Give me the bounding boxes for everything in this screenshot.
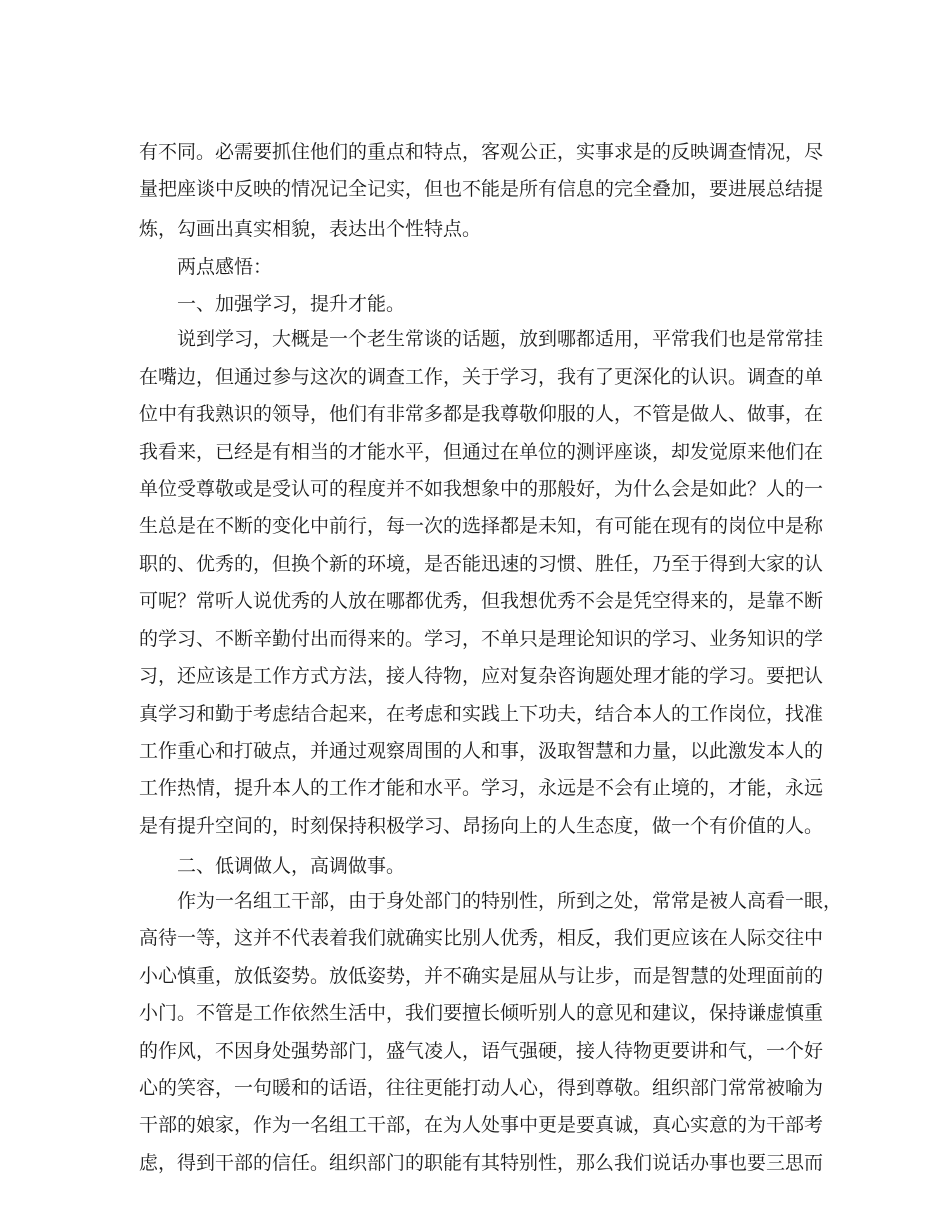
text-line: 真学习和勤于考虑结合起来，在考虑和实践上下功夫，结合本人的工作岗位，找准	[139, 702, 824, 725]
text-line: 说到学习，大概是一个老生常谈的话题，放到哪都适用，平常我们也是常常挂	[177, 328, 824, 351]
text-line: 我看来，已经是有相当的才能水平，但通过在单位的测评座谈，却发觉原来他们在	[139, 440, 824, 463]
text-line: 量把座谈中反映的情况记全记实，但也不能是所有信息的完全叠加，要进展总结提	[139, 178, 824, 201]
text-line: 有不同。必需要抓住他们的重点和特点，客观公正，实事求是的反映调查情况，尽	[139, 141, 824, 163]
text-line: 在嘴边，但通过参与这次的调查工作，关于学习，我有了更深化的认识。调查的单	[139, 365, 824, 388]
text-line: 小门。不管是工作依然生活中，我们要擅长倾听别人的意见和建议，保持谦虚慎重	[139, 1002, 824, 1025]
text-line: 作为一名组工干部，由于身处部门的特别性，所到之处，常常是被人高看一眼，	[177, 889, 843, 912]
text-line: 是有提升空间的，时刻保持积极学习、昂扬向上的人生态度，做一个有价值的人。	[139, 814, 824, 837]
text-line: 二、低调做人，高调做事。	[177, 854, 406, 877]
text-line: 虑，得到干部的信任。组织部门的职能有其特别性，那么我们说话办事也要三思而	[139, 1151, 824, 1174]
text-line: 小心慎重，放低姿势。放低姿势，并不确实是屈从与让步，而是智慧的处理面前的	[139, 964, 824, 987]
text-line: 干部的娘家，作为一名组工干部，在为人处事中更是要真诚，真心实意的为干部考	[139, 1114, 824, 1137]
text-line: 工作重心和打破点，并通过观察周围的人和事，汲取智慧和力量，以此激发本人的	[139, 740, 824, 762]
text-line: 的作风，不因身处强势部门，盛气凌人，语气强硬，接人待物更要讲和气，一个好	[139, 1039, 824, 1062]
text-line: 炼，勾画出真实相貌，表达出个性特点。	[139, 218, 482, 241]
text-line: 的学习、不断辛勤付出而得来的。学习，不单只是理论知识的学习、业务知识的学	[139, 627, 824, 650]
text-line: 生总是在不断的变化中前行，每一次的选择都是未知，有可能在现有的岗位中是称	[139, 515, 824, 538]
text-line: 可呢？常听人说优秀的人放在哪都优秀，但我想优秀不会是凭空得来的，是靠不断	[139, 590, 824, 613]
text-line: 心的笑容，一句暖和的话语，往往更能打动人心，得到尊敬。组织部门常常被喻为	[139, 1076, 824, 1099]
text-line: 高待一等，这并不代表着我们就确实比别人优秀，相反，我们更应该在人际交往中	[139, 927, 824, 950]
text-line: 两点感悟：	[177, 255, 273, 278]
document-body	[139, 134, 843, 1182]
text-line: 工作热情，提升本人的工作才能和水平。学习，永远是不会有止境的，才能，永远	[139, 777, 824, 800]
text-line: 职的、优秀的，但换个新的环境，是否能迅速的习惯、胜任，乃至于得到大家的认	[139, 552, 824, 575]
text-line: 一、加强学习，提升才能。	[177, 292, 406, 315]
text-line: 习，还应该是工作方式方法，接人待物，应对复杂咨询题处理才能的学习。要把认	[139, 665, 824, 688]
text-line: 单位受尊敬或是受认可的程度并不如我想象中的那般好，为什么会是如此？人的一	[139, 477, 824, 500]
text-line: 位中有我熟识的领导，他们有非常多都是我尊敬仰服的人，不管是做人、做事，在	[139, 403, 824, 426]
